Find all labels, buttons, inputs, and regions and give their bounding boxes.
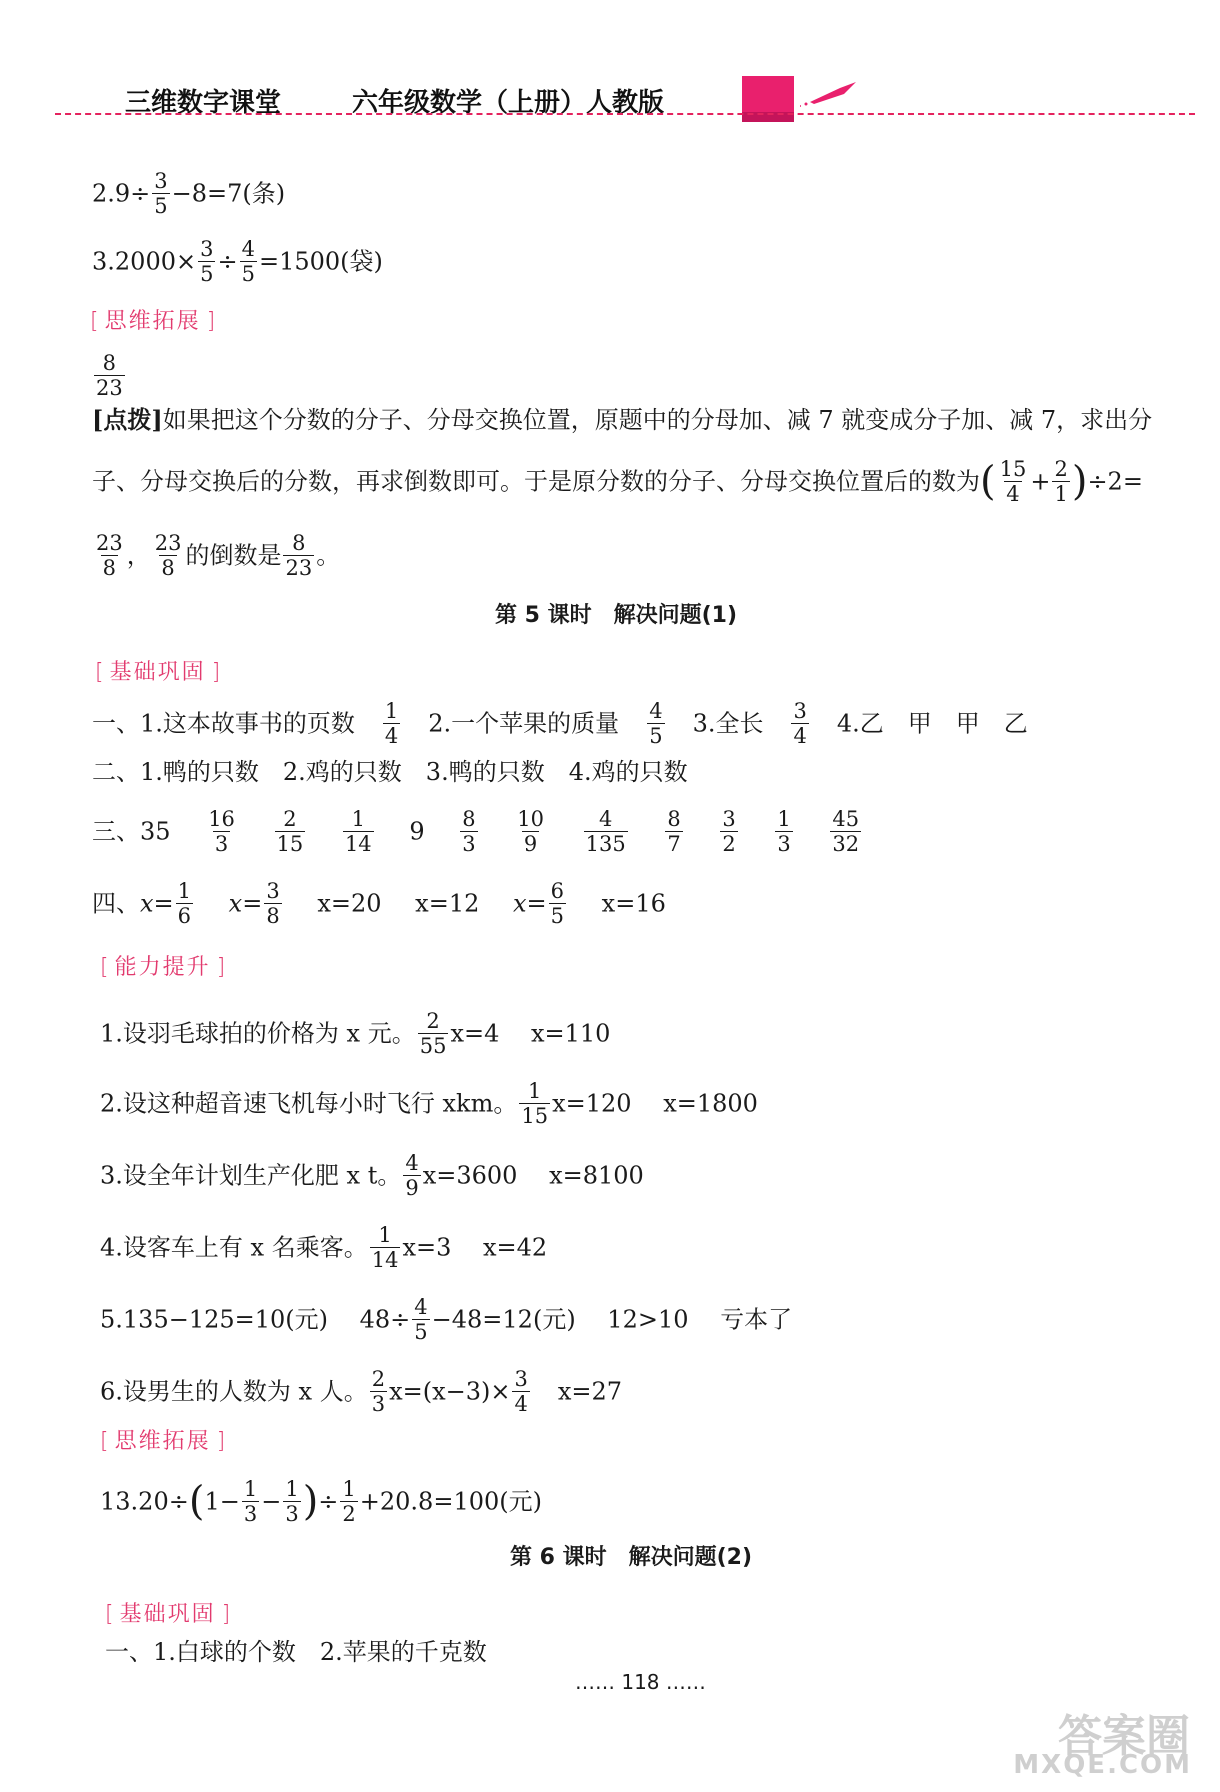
section-tag-siwei: [ 思维拓展 ] (90, 309, 216, 334)
ext-answer: $\frac{8}{23}$ (96, 351, 123, 401)
basic-line-1: 一、1.这本故事书的页数 $\frac{1}{4}$ 2.一个苹果的质量 $\frac{4}{5}$ 3.全长 $\frac{3}{4}$ 4.乙 甲 甲 乙 (92, 699, 1028, 749)
watermark-url: MXQE.COM (1013, 1750, 1192, 1780)
tip-line-3: $\frac{23}{8}$ ， $\frac{23}{8}$ 的倒数是 $\frac{8}{23}$ 。 (96, 531, 341, 581)
basic-line-3: 三、35 $\frac{16}{3}$ $\frac{2}{15}$ $\frac{1}{14}$ 9 $\frac{8}{3}$ $\frac{10}{9}$ $\frac{4}{135}$ $\frac{8}{7}$ $\frac{3}{2}$ $\frac{1}{3}$ $\frac{45}{32}$ (92, 807, 860, 857)
rocket-icon (800, 78, 860, 108)
section-tag-jichu: [ 基础巩固 ] (95, 660, 221, 685)
page-number: …… 118 …… (575, 1670, 706, 1694)
basic-line-4: 四、x= $\frac{1}{6}$ x= $\frac{3}{8}$ x=20 x=12 x= $\frac{6}{5}$ x=16 (92, 879, 666, 929)
tip-line-2: 子、分母交换后的分数，再求倒数即可。于是原分数的分子、分母交换位置后的数为( $\frac{15}{4}$ + $\frac{2}{1}$ )÷2= (92, 457, 1143, 507)
header-brand: 三维数字课堂 (125, 88, 282, 118)
answer-line-2: 2.9÷ $\frac{3}{5}$ −8=7(条) (92, 169, 286, 219)
ability-line-4: 4.设客车上有 x 名乘客。 $\frac{1}{14}$ x=3 x=42 (100, 1223, 548, 1273)
ability-line-1: 1.设羽毛球拍的价格为 x 元。 $\frac{2}{55}$ x=4 x=110 (100, 1009, 611, 1059)
ext-line-13: 13.20÷(1− $\frac{1}{3}$ − $\frac{1}{3}$ )÷ $\frac{1}{2}$ +20.8=100(元) (100, 1477, 542, 1527)
lesson-6-title: 第 6 课时 解决问题(2) (510, 1545, 753, 1570)
header-book-title: 六年级数学（上册）人教版 (352, 88, 665, 118)
watermark-logo: 答案圈 (1058, 1711, 1190, 1762)
tip-line-1: [点拨]如果把这个分数的分子、分母交换位置，原题中的分母加、减 7 就变成分子加、减 7，求出分 (92, 405, 1153, 434)
ability-line-2: 2.设这种超音速飞机每小时飞行 xkm。 $\frac{1}{15}$ x=120 x=1800 (100, 1079, 758, 1129)
ability-line-5: 5.135−125=10(元) 48÷ $\frac{4}{5}$ −48=12(元) 12>10 亏本了 (100, 1295, 793, 1345)
answer-line-3: 3.2000× $\frac{3}{5}$ ÷ $\frac{4}{5}$ =1500(袋) (92, 237, 383, 287)
lesson-5-title: 第 5 课时 解决问题(1) (495, 603, 738, 628)
ability-line-3: 3.设全年计划生产化肥 x t。 $\frac{4}{9}$ x=3600 x=8100 (100, 1151, 644, 1201)
lesson6-line-1: 一、1.白球的个数 2.苹果的千克数 (105, 1638, 487, 1666)
header-divider (55, 113, 1195, 115)
section-tag-jichu-2: [ 基础巩固 ] (105, 1602, 231, 1627)
ability-line-6: 6.设男生的人数为 x 人。 $\frac{2}{3}$ x=(x−3)× $\frac{3}{4}$ x=27 (100, 1367, 623, 1417)
section-tag-siwei-2: [ 思维拓展 ] (100, 1429, 226, 1454)
section-tag-nengli: [ 能力提升 ] (100, 955, 226, 980)
basic-line-2: 二、1.鸭的只数 2.鸡的只数 3.鸭的只数 4.鸡的只数 (92, 758, 688, 786)
